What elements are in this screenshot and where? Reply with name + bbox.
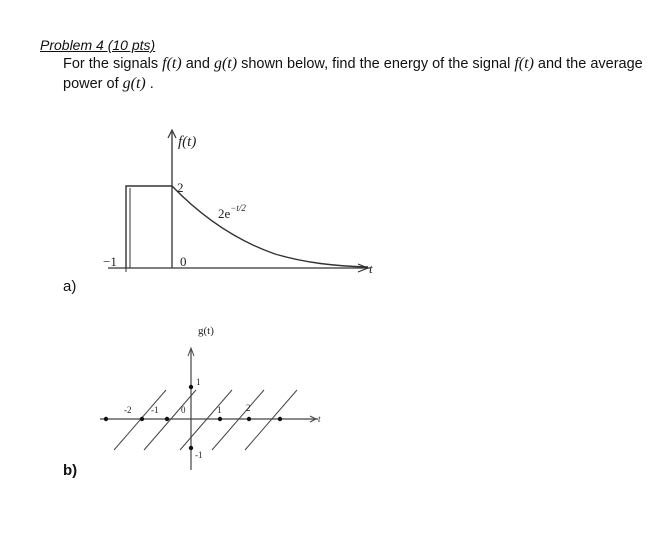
fig-b-point <box>189 385 193 389</box>
fig-a-pulse <box>126 186 172 268</box>
text-part3: and the average power of <box>63 56 643 92</box>
fig-b-point <box>104 417 108 421</box>
text-part2: shown below, find the energy of the signal <box>237 56 515 72</box>
fig-b-tick-label: -1 <box>151 405 159 415</box>
math-g: g(t) <box>213 55 238 72</box>
text-part1: For the signals <box>63 56 163 72</box>
fig-b-ramp-5 <box>245 390 297 450</box>
fig-a-expr-exp: −t/2 <box>230 203 246 213</box>
fig-b-ramp-1 <box>114 390 166 450</box>
fig-a-height-label: 2 <box>177 180 184 195</box>
fig-a-decay-curve <box>172 186 368 267</box>
fig-b-tick-label: 0 <box>181 405 186 415</box>
fig-b-tick-label: -2 <box>124 405 132 415</box>
fig-a-ylabel: f(t) <box>178 134 197 150</box>
fig-a-tick-neg-label: −1 <box>103 254 117 269</box>
text-and: and <box>181 56 214 72</box>
math-f: f(t) <box>162 55 182 72</box>
math-f-2: f(t) <box>514 55 534 72</box>
fig-a-tick-zero-label: 0 <box>180 254 187 269</box>
label-b: b) <box>63 462 78 479</box>
fig-a-expr-base: 2e <box>218 206 231 221</box>
fig-b-tick-label: 1 <box>217 405 222 415</box>
fig-b-point <box>247 417 251 421</box>
text-end: . <box>145 76 154 92</box>
fig-b-xlabel: t <box>318 414 321 424</box>
fig-b-point <box>189 446 193 450</box>
fig-a-xlabel: t <box>369 261 373 276</box>
label-a: a) <box>63 278 77 295</box>
fig-b-points <box>104 385 282 450</box>
math-g-2: g(t) <box>122 75 146 92</box>
fig-b-point <box>140 417 144 421</box>
fig-b-ylabel: g(t) <box>198 325 214 337</box>
problem-heading: Problem 4 (10 pts) <box>40 37 156 53</box>
fig-b-point <box>278 417 282 421</box>
fig-b-y-pos-label: 1 <box>196 377 201 387</box>
fig-b-point <box>218 417 222 421</box>
figure-b <box>100 348 318 470</box>
figure-a <box>108 130 370 272</box>
fig-a-expr <box>218 203 246 221</box>
fig-b-tick-label: 2 <box>246 403 251 413</box>
fig-b-point <box>165 417 169 421</box>
fig-b-y-neg-label: -1 <box>195 450 203 460</box>
